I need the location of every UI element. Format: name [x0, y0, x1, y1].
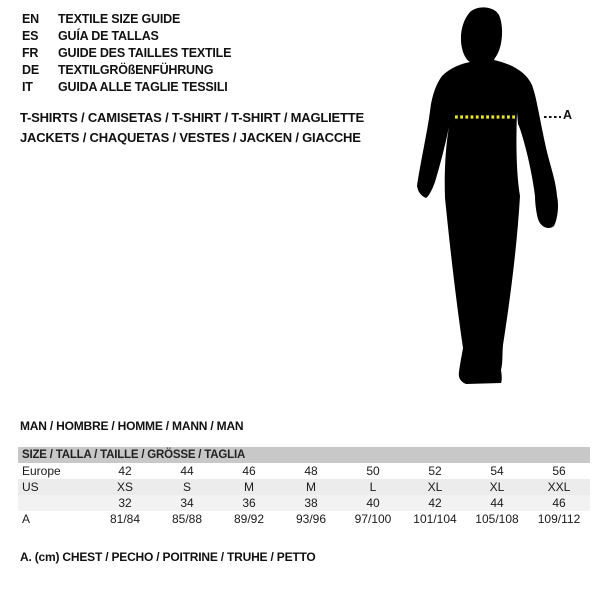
table-cell: 56 [552, 463, 566, 478]
table-cell: S [182, 479, 191, 494]
table-cell: 32 [118, 495, 132, 510]
table-cell: M [244, 479, 254, 494]
language-code: FR [22, 46, 39, 60]
category-jackets: JACKETS / CHAQUETAS / VESTES / JACKEN / GIACCHE [20, 130, 361, 145]
language-title: GUIDA ALLE TAGLIE TESSILI [58, 80, 228, 94]
category-tshirts: T-SHIRTS / CAMISETAS / T-SHIRT / T-SHIRT / MAGLIETTE [20, 110, 364, 125]
language-title: TEXTILGRÖßENFÜHRUNG [58, 63, 214, 77]
table-cell: 40 [366, 495, 380, 510]
language-row [22, 11, 231, 28]
table-cell: 105/108 [475, 511, 519, 526]
table-row-chest-a [18, 511, 590, 527]
language-title: GUIDE DES TAILLES TEXTILE [58, 46, 232, 60]
language-code: DE [22, 63, 39, 77]
section-title-man: MAN / HOMBRE / HOMME / MANN / MAN [20, 419, 244, 433]
row-label: Europe [22, 463, 61, 478]
table-cell: 48 [304, 463, 318, 478]
language-title: GUÍA DE TALLAS [58, 29, 159, 43]
table-cell: 44 [490, 495, 504, 510]
table-row-uk [18, 495, 590, 511]
table-cell: 109/112 [537, 511, 581, 526]
row-label: US [22, 479, 39, 494]
language-row [22, 45, 231, 62]
language-code: IT [22, 80, 33, 94]
table-cell: XL [427, 479, 443, 494]
size-table-header: SIZE / TALLA / TAILLE / GRÖSSE / TAGLIA [18, 447, 590, 463]
table-row-europe [18, 463, 590, 479]
table-cell: XL [489, 479, 505, 494]
table-cell: 50 [366, 463, 380, 478]
measurement-footnote: A. (cm) CHEST / PECHO / POITRINE / TRUHE / PETTO [20, 550, 316, 564]
language-title: TEXTILE SIZE GUIDE [58, 12, 181, 26]
table-cell: 97/100 [354, 511, 392, 526]
table-cell: XXL [547, 479, 571, 494]
language-list [22, 11, 231, 96]
table-cell: 81/84 [109, 511, 141, 526]
language-row [22, 28, 231, 45]
table-cell: XS [116, 479, 133, 494]
table-cell: 42 [118, 463, 132, 478]
language-row [22, 79, 231, 96]
table-cell: 34 [180, 495, 194, 510]
measurement-label-a: A [563, 108, 573, 122]
size-table [18, 447, 590, 527]
category-list [20, 108, 364, 148]
table-row-us [18, 479, 590, 495]
row-label: A [22, 511, 31, 526]
table-cell: M [306, 479, 316, 494]
man-silhouette [417, 7, 558, 384]
language-row [22, 62, 231, 79]
table-cell: 42 [428, 495, 442, 510]
table-cell: 89/92 [233, 511, 265, 526]
table-cell: 36 [242, 495, 256, 510]
man-silhouette-svg [400, 0, 600, 400]
table-cell: 93/96 [295, 511, 327, 526]
man-figure [400, 0, 600, 400]
table-cell: 85/88 [171, 511, 203, 526]
table-cell: 54 [490, 463, 504, 478]
table-cell: 46 [242, 463, 256, 478]
table-cell: 52 [428, 463, 442, 478]
table-cell: 101/104 [413, 511, 457, 526]
language-code: EN [22, 12, 39, 26]
table-cell: 44 [180, 463, 194, 478]
table-cell: 46 [552, 495, 566, 510]
language-code: ES [22, 29, 39, 43]
table-cell: L [369, 479, 377, 494]
table-cell: 38 [304, 495, 318, 510]
